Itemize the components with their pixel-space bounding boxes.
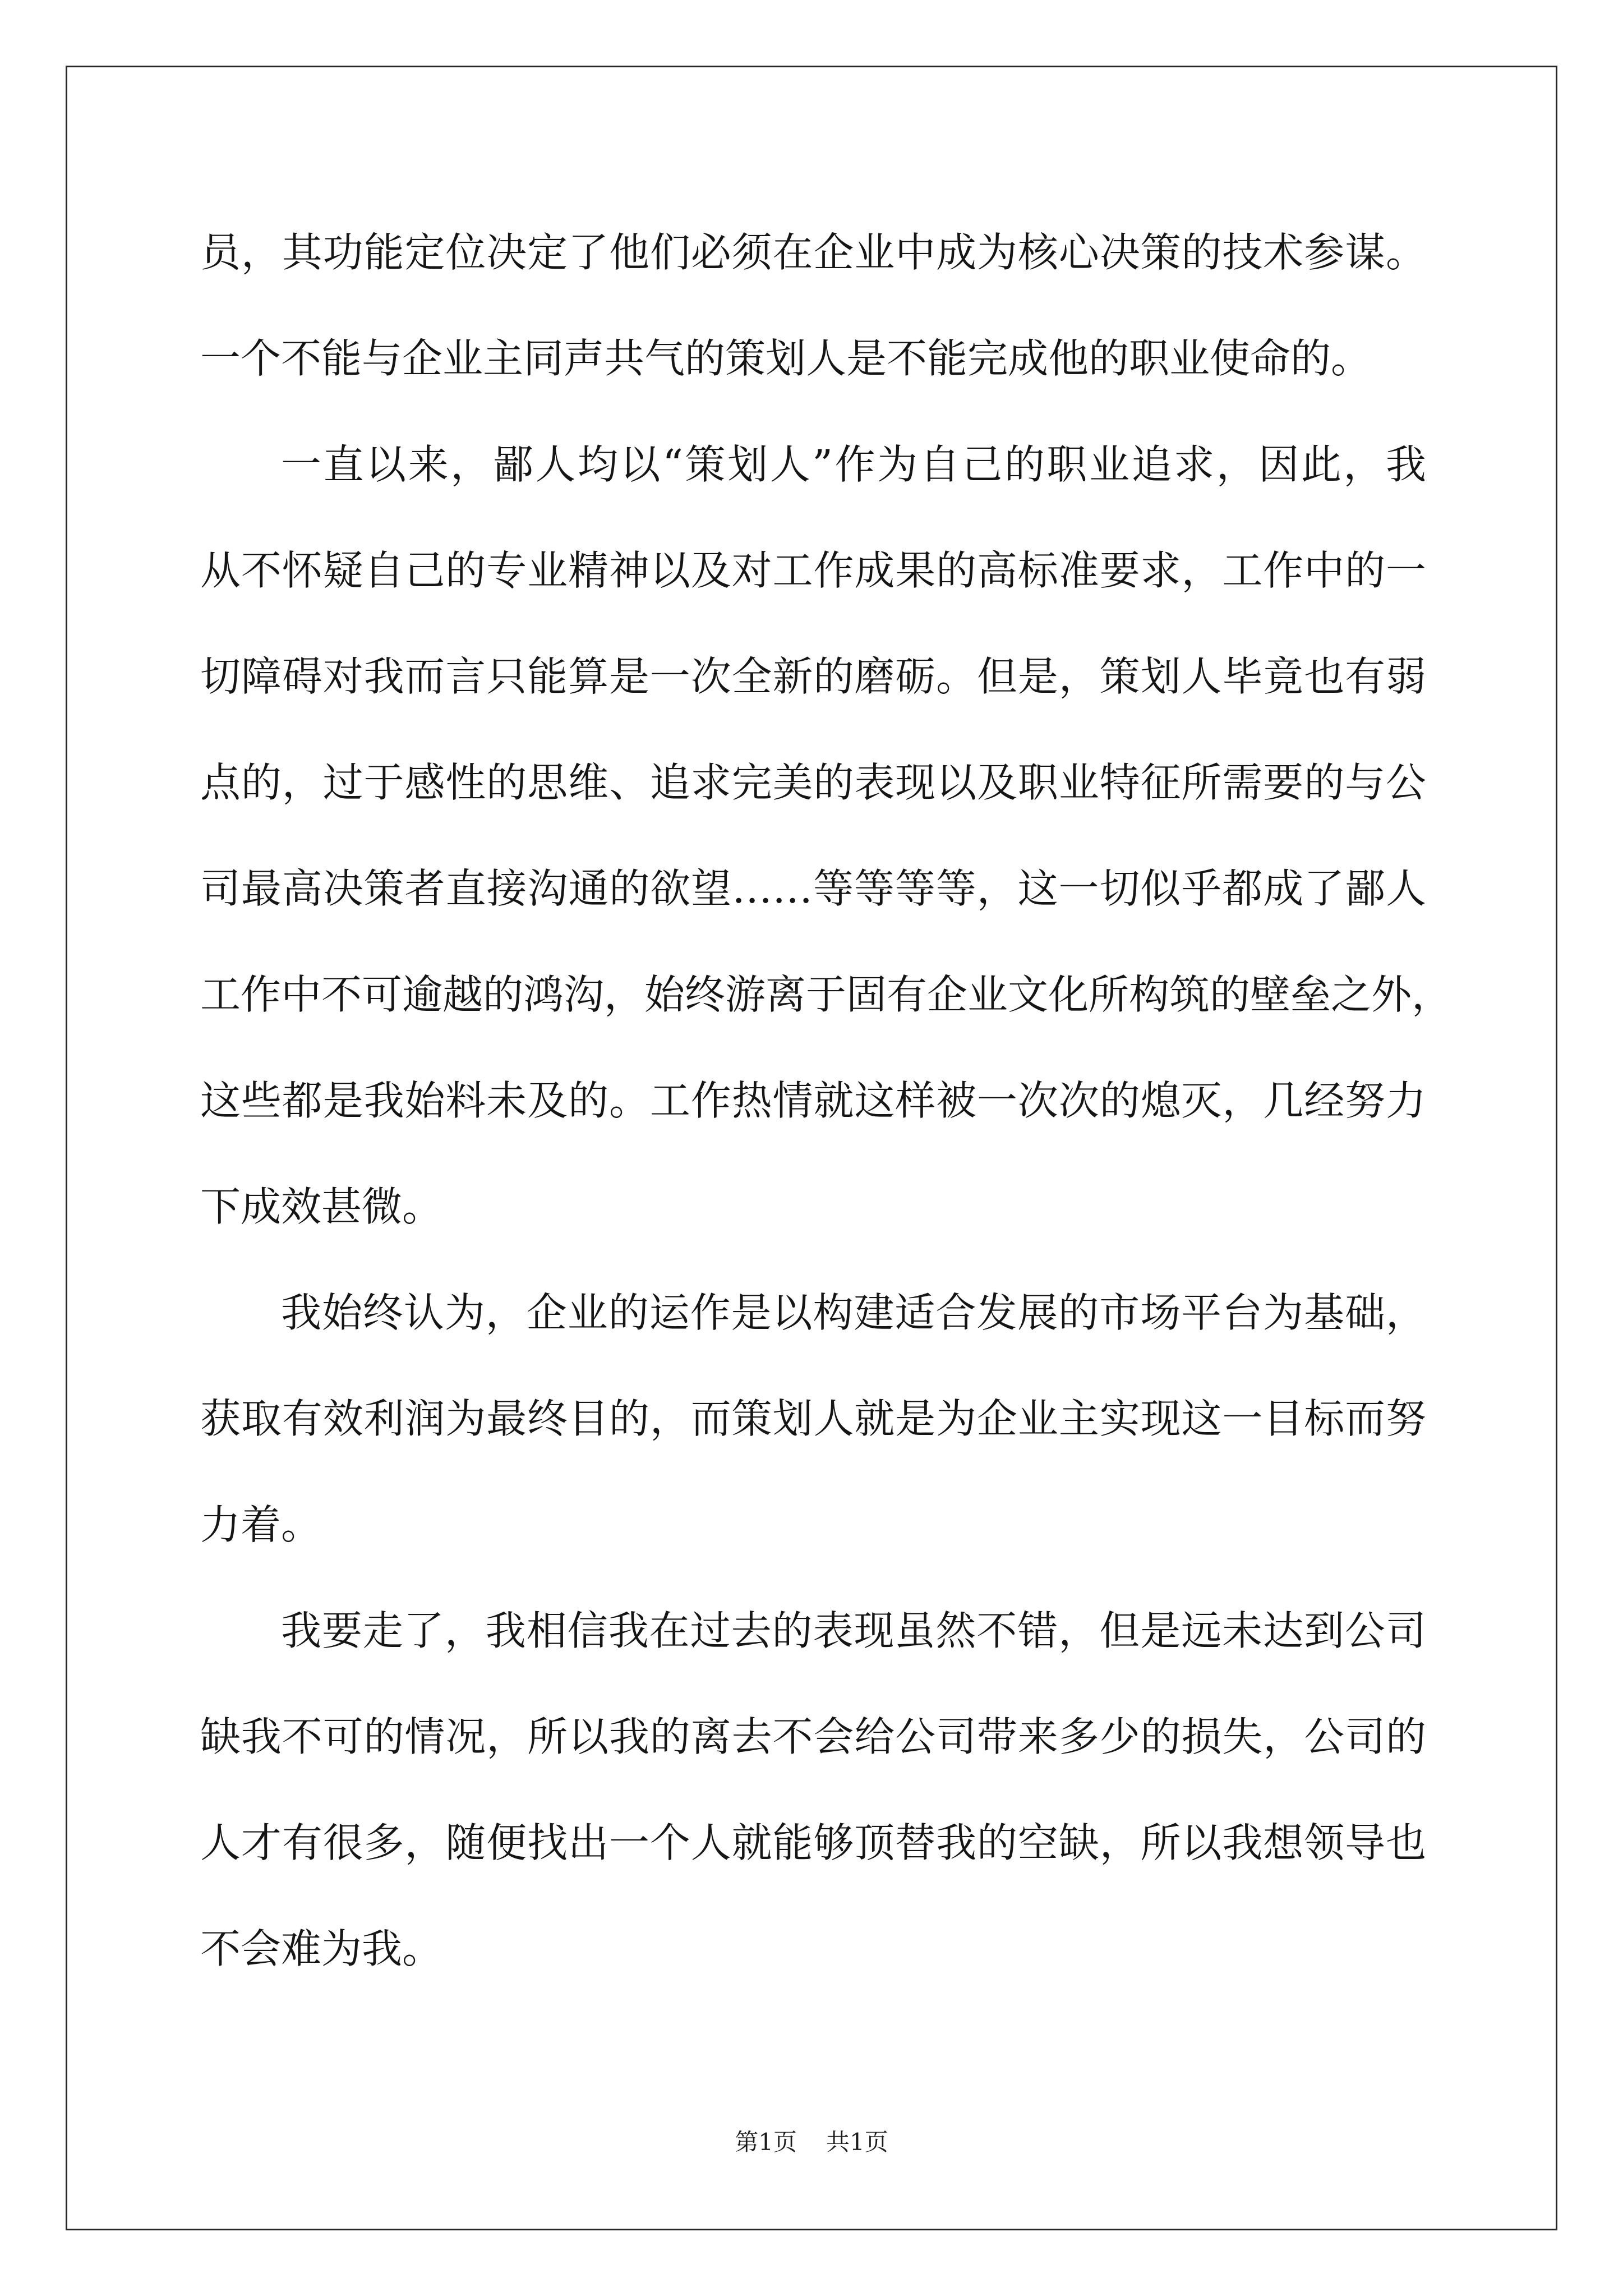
text-line: 获取有效利润为最终目的，而策划人就是为企业主实现这一目标而努 — [200, 1395, 1426, 1442]
document-body — [200, 200, 1453, 2002]
text-line: 下成效甚微。 — [200, 1183, 443, 1230]
paragraph — [200, 200, 1426, 412]
text-line: 点的，过于感性的思维、追求完美的表现以及职业特征所需要的与公 — [200, 759, 1426, 806]
text-line: 员，其功能定位决定了他们必须在企业中成为核心决策的技术参谋。 — [200, 229, 1426, 276]
text-line: 这些都是我始料未及的。工作热情就这样被一次次的熄灭，几经努力 — [200, 1077, 1426, 1124]
page-footer — [0, 2125, 1623, 2159]
text-line: 司最高决策者直接沟通的欲望……等等等等，这一切似乎都成了鄙人 — [200, 865, 1426, 912]
text-line: 不会难为我。 — [200, 1925, 443, 1972]
paragraph — [200, 412, 1453, 1260]
text-line: 力着。 — [200, 1501, 322, 1548]
text-line: 工作中不可逾越的鸿沟，始终游离于固有企业文化所构筑的壁垒之外， — [200, 971, 1453, 1018]
text-line: 我要走了，我相信我在过去的表现虽然不错，但是远未达到公司 — [281, 1607, 1426, 1654]
page-total: 共1页 — [826, 2128, 888, 2156]
text-line: 缺我不可的情况，所以我的离去不会给公司带来多少的损失，公司的 — [200, 1713, 1426, 1760]
paragraph — [200, 1260, 1426, 1578]
paragraph — [200, 1578, 1426, 2002]
text-line: 人才有很多，随便找出一个人就能够顶替我的空缺，所以我想领导也 — [200, 1819, 1426, 1866]
text-line: 从不怀疑自己的专业精神以及对工作成果的高标准要求，工作中的一 — [200, 547, 1426, 594]
text-line: 一直以来，鄙人均以“策划人”作为自己的职业追求，因此，我 — [281, 441, 1426, 488]
text-line: 一个不能与企业主同声共气的策划人是不能完成他的职业使命的。 — [200, 335, 1372, 382]
text-line: 切障碍对我而言只能算是一次全新的磨砺。但是，策划人毕竟也有弱 — [200, 653, 1426, 700]
page-number: 第1页 — [735, 2128, 797, 2156]
text-line: 我始终认为，企业的运作是以构建适合发展的市场平台为基础， — [281, 1289, 1426, 1336]
